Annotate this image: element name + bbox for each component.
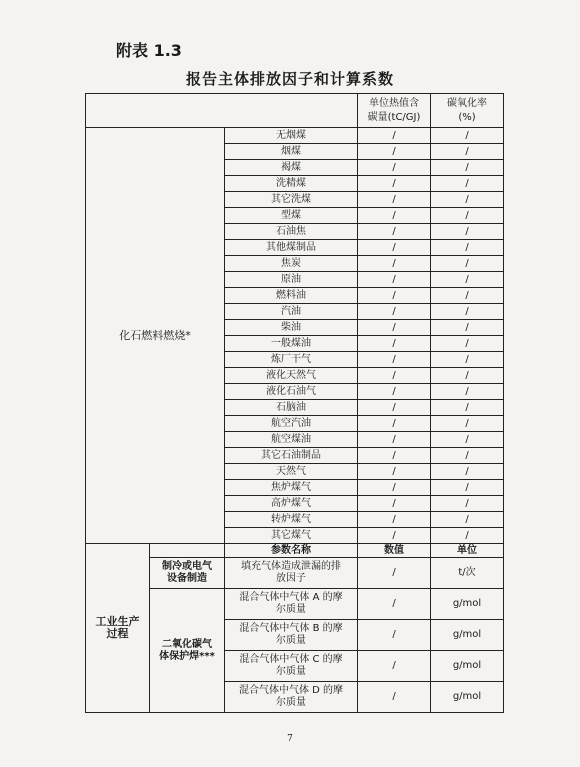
- fuel-carbon-content: /: [358, 336, 431, 352]
- fuel-carbon-content: /: [358, 144, 431, 160]
- fuel-name: 天然气: [225, 464, 358, 480]
- fuel-carbon-content: /: [358, 368, 431, 384]
- fuel-name: 石油焦: [225, 224, 358, 240]
- fuel-oxidation-rate: /: [431, 320, 504, 336]
- fuel-carbon-content: /: [358, 192, 431, 208]
- parameter-unit: g/mol: [431, 682, 504, 713]
- fuel-carbon-content: /: [358, 160, 431, 176]
- fuel-name: 其它洗煤: [225, 192, 358, 208]
- page-number: 7: [287, 734, 293, 744]
- fuel-oxidation-rate: /: [431, 240, 504, 256]
- parameter-unit: g/mol: [431, 589, 504, 620]
- fuel-name: 汽油: [225, 304, 358, 320]
- fuel-oxidation-rate: /: [431, 160, 504, 176]
- fuel-carbon-content: /: [358, 384, 431, 400]
- fuel-carbon-content: /: [358, 208, 431, 224]
- fuel-oxidation-rate: /: [431, 208, 504, 224]
- fuel-name: 其他煤制品: [225, 240, 358, 256]
- parameter-value: /: [358, 651, 431, 682]
- fuel-name: 其它石油制品: [225, 448, 358, 464]
- fuel-oxidation-rate: /: [431, 400, 504, 416]
- fuel-carbon-content: /: [358, 320, 431, 336]
- appendix-label: 附表 1.3: [116, 41, 182, 60]
- fuel-name: 型煤: [225, 208, 358, 224]
- fuel-name: 燃料油: [225, 288, 358, 304]
- parameter-name: 混合气体中气体 A 的摩 尔质量: [225, 589, 358, 620]
- unit-header: 单位: [431, 544, 504, 558]
- parameter-unit: g/mol: [431, 620, 504, 651]
- fuel-oxidation-rate: /: [431, 368, 504, 384]
- fuel-name: 其它煤气: [225, 528, 358, 544]
- parameter-name: 混合气体中气体 B 的摩 尔质量: [225, 620, 358, 651]
- fuel-name: 转炉煤气: [225, 512, 358, 528]
- fuel-name: 焦炉煤气: [225, 480, 358, 496]
- fuel-oxidation-rate: /: [431, 176, 504, 192]
- group-header-empty: [150, 544, 225, 558]
- header-oxidation-rate: 碳氧化率 (%): [431, 94, 504, 128]
- fuel-name: 原油: [225, 272, 358, 288]
- industrial-category-cell: 工业生产 过程: [86, 544, 150, 713]
- header-row: [86, 94, 504, 128]
- fuel-oxidation-rate: /: [431, 416, 504, 432]
- fuel-oxidation-rate: /: [431, 336, 504, 352]
- fossil-category-cell: 化石燃料燃烧*: [86, 128, 225, 544]
- fuel-name: 高炉煤气: [225, 496, 358, 512]
- fuel-carbon-content: /: [358, 288, 431, 304]
- parameter-name: 填充气体造成泄漏的排 放因子: [225, 558, 358, 589]
- fuel-name: 烟煤: [225, 144, 358, 160]
- fuel-oxidation-rate: /: [431, 272, 504, 288]
- fuel-oxidation-rate: /: [431, 496, 504, 512]
- fuel-name: 液化石油气: [225, 384, 358, 400]
- fuel-name: 液化天然气: [225, 368, 358, 384]
- fuel-carbon-content: /: [358, 304, 431, 320]
- fuel-oxidation-rate: /: [431, 384, 504, 400]
- fuel-carbon-content: /: [358, 528, 431, 544]
- fuel-oxidation-rate: /: [431, 288, 504, 304]
- parameter-value: /: [358, 682, 431, 713]
- emission-factor-table: [85, 93, 504, 713]
- parameter-value: /: [358, 620, 431, 651]
- fuel-carbon-content: /: [358, 512, 431, 528]
- fuel-oxidation-rate: /: [431, 480, 504, 496]
- fuel-carbon-content: /: [358, 352, 431, 368]
- fuel-name: 褐煤: [225, 160, 358, 176]
- fuel-name: 航空汽油: [225, 416, 358, 432]
- fuel-row: [86, 128, 504, 144]
- fuel-oxidation-rate: /: [431, 304, 504, 320]
- fuel-carbon-content: /: [358, 272, 431, 288]
- fuel-carbon-content: /: [358, 224, 431, 240]
- header-empty-cell: [86, 94, 358, 128]
- parameter-name: 混合气体中气体 D 的摩 尔质量: [225, 682, 358, 713]
- header-heat-value: 单位热值含 碳量(tC/GJ): [358, 94, 431, 128]
- process-group-cell: 二氧化碳气 体保护焊***: [150, 589, 225, 713]
- parameter-unit: t/次: [431, 558, 504, 589]
- value-header: 数值: [358, 544, 431, 558]
- parameter-name: 混合气体中气体 C 的摩 尔质量: [225, 651, 358, 682]
- fuel-carbon-content: /: [358, 496, 431, 512]
- fuel-name: 洗精煤: [225, 176, 358, 192]
- table-title: 报告主体排放因子和计算系数: [185, 70, 394, 88]
- fuel-name: 无烟煤: [225, 128, 358, 144]
- fuel-name: 炼厂干气: [225, 352, 358, 368]
- fuel-oxidation-rate: /: [431, 256, 504, 272]
- fuel-carbon-content: /: [358, 240, 431, 256]
- fuel-name: 一般煤油: [225, 336, 358, 352]
- fuel-carbon-content: /: [358, 256, 431, 272]
- fuel-carbon-content: /: [358, 464, 431, 480]
- fuel-oxidation-rate: /: [431, 192, 504, 208]
- fuel-oxidation-rate: /: [431, 448, 504, 464]
- fuel-carbon-content: /: [358, 400, 431, 416]
- fuel-carbon-content: /: [358, 128, 431, 144]
- fuel-carbon-content: /: [358, 176, 431, 192]
- fuel-oxidation-rate: /: [431, 512, 504, 528]
- industrial-header-row: [86, 544, 504, 558]
- fuel-name: 航空煤油: [225, 432, 358, 448]
- fuel-oxidation-rate: /: [431, 464, 504, 480]
- parameter-unit: g/mol: [431, 651, 504, 682]
- fuel-oxidation-rate: /: [431, 224, 504, 240]
- fuel-name: 焦炭: [225, 256, 358, 272]
- fuel-oxidation-rate: /: [431, 352, 504, 368]
- fuel-name: 石脑油: [225, 400, 358, 416]
- parameter-value: /: [358, 558, 431, 589]
- param-name-header: 参数名称: [225, 544, 358, 558]
- fuel-oxidation-rate: /: [431, 128, 504, 144]
- fuel-carbon-content: /: [358, 432, 431, 448]
- fuel-carbon-content: /: [358, 448, 431, 464]
- fuel-name: 柴油: [225, 320, 358, 336]
- fuel-oxidation-rate: /: [431, 144, 504, 160]
- fuel-oxidation-rate: /: [431, 432, 504, 448]
- fuel-oxidation-rate: /: [431, 528, 504, 544]
- fuel-carbon-content: /: [358, 480, 431, 496]
- fuel-carbon-content: /: [358, 416, 431, 432]
- parameter-value: /: [358, 589, 431, 620]
- process-group-cell: 制冷或电气 设备制造: [150, 558, 225, 589]
